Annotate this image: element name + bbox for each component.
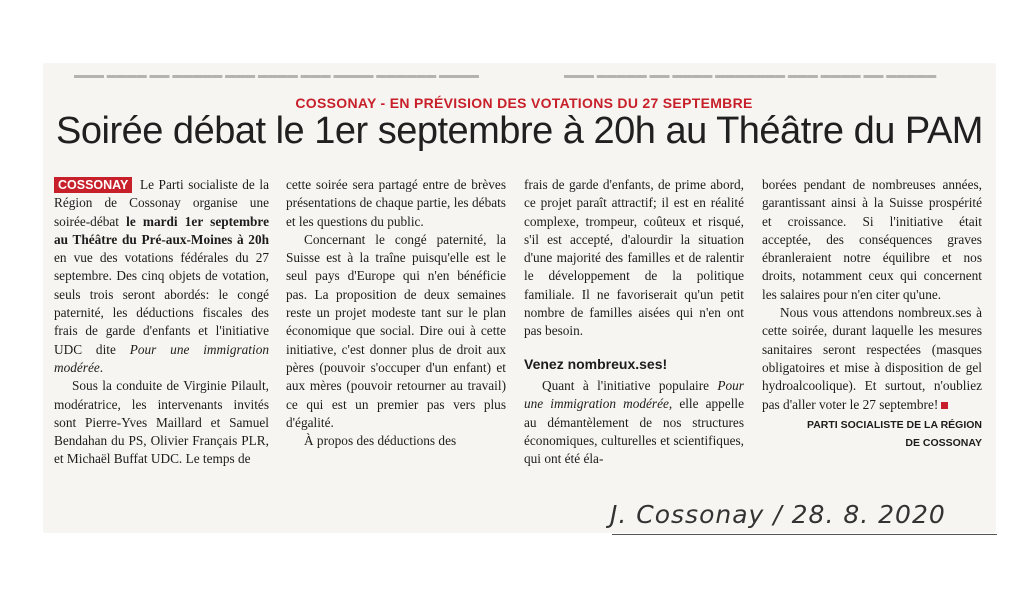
place-tag: COSSONAY (54, 177, 132, 193)
col1-p2: Sous la conduite de Virginie Pilault, modératrice, les intervenants invités sont Pierre-Yves Maillard et Samuel Bendahan du PS, Olivier Français PLR, et Michaël Buffat UDC. Le temps de (54, 378, 269, 467)
col3-p2-a: Quant à l'initiative populaire (542, 377, 718, 393)
column-3 (524, 176, 744, 468)
headline: Soirée débat le 1er septembre à 20h au Théâtre du PAM (56, 110, 983, 152)
signature-line-2: DE COSSONAY (905, 436, 982, 449)
col1-p1-bold: le mardi 1er septembre au Théâtre du Pré-aux-Moines à 20h (54, 213, 269, 247)
column-1 (54, 176, 269, 469)
bleed-through-text: ▬▬▬ ▬▬▬▬ ▬▬ ▬▬▬▬▬ ▬▬▬ ▬▬▬▬ ▬▬▬ ▬▬▬▬ ▬▬▬▬▬▬ ▬▬▬▬ ▬▬▬ ▬▬▬▬▬ ▬▬ ▬▬▬▬ ▬▬▬▬▬▬▬ ▬▬▬ ▬▬▬▬ ▬▬ ▬▬▬▬▬ (74, 70, 937, 81)
handwritten-underline (612, 534, 997, 535)
col4-p2: Nous vous attendons nombreux.ses à cette soirée, durant laquelle les mesures sanitaires seront respectées (masques obligatoires et mise à disposition de gel hydroalcoolique). Et surtout, n'oubliez pas d'aller voter le 27 septembre! (762, 305, 982, 412)
col4-p1: borées pendant de nombreuses années, garantissant ainsi à la Suisse prospérité et croissance. Si l'initiative était acceptée, des conséquences graves ébranleraient notre équilibre et nos droits, notamment ceux qui concernent les salaires pour n'en citer qu'une. (762, 177, 982, 302)
column-4 (762, 176, 982, 452)
col3-p1: frais de garde d'enfants, de prime abord, ce projet paraît attractif; il est en réalité complexe, trompeur, coûteux et risqué, s'il est accepté, d'alourdir la situation d'une majorité des familles et de ralentir le développement de la politique familiale. Il ne favoriserait qu'un petit nombre de familles aisées qui n'en ont pas besoin. (524, 177, 744, 339)
kicker: COSSONAY - EN PRÉVISION DES VOTATIONS DU 27 SEPTEMBRE (295, 95, 753, 111)
col2-p1: cette soirée sera partagé entre de brèves présentations de chaque partie, les débats et les questions du public. (286, 177, 506, 229)
handwritten-note: J. Cossonay / 28. 8. 2020 (610, 500, 946, 529)
signature (762, 416, 982, 452)
subheading: Venez nombreux.ses! (524, 355, 668, 372)
col2-p2: Concernant le congé paternité, la Suisse est à la traîne puisqu'elle est le seul pays d'Europe qui n'en bénéficie pas. La proposition de deux semaines reste un projet modeste tant sur le plan économique que social. Dire oui à cette initiative, c'est donner plus de droit aux pères (pouvoir s'occuper d'un enfant) et aux mères (pouvoir retourner au travail) ce qui est un premier pas vers plus d'égalité. (286, 231, 506, 430)
end-square-icon (941, 402, 948, 409)
col1-p1-c: . (99, 359, 104, 375)
col3-p2-italic: Pour une immigration modérée (524, 377, 744, 412)
signature-line-1: PARTI SOCIALISTE DE LA RÉGION (806, 418, 982, 431)
col1-p1-a: Le Parti socialiste de la Région de Cossonay organise une soirée-débat (54, 177, 269, 229)
col2-p3: À propos des déductions des (304, 433, 457, 449)
col3-p2-b: , elle appelle au démantèlement de nos structures économiques, culturelles et scientifiques, qui ont été éla- (524, 396, 744, 467)
newspaper-clipping (44, 64, 995, 532)
col1-p1-b: en vue des votations fédérales du 27 septembre. Des cinq objets de votation, seuls trois seront abordés: le congé paternité, les déductions fiscales des frais de garde d'enfants et l'initiative UDC dite (54, 250, 269, 357)
col1-p1-italic: Pour une immigration modérée (54, 341, 269, 375)
column-2 (286, 176, 506, 450)
